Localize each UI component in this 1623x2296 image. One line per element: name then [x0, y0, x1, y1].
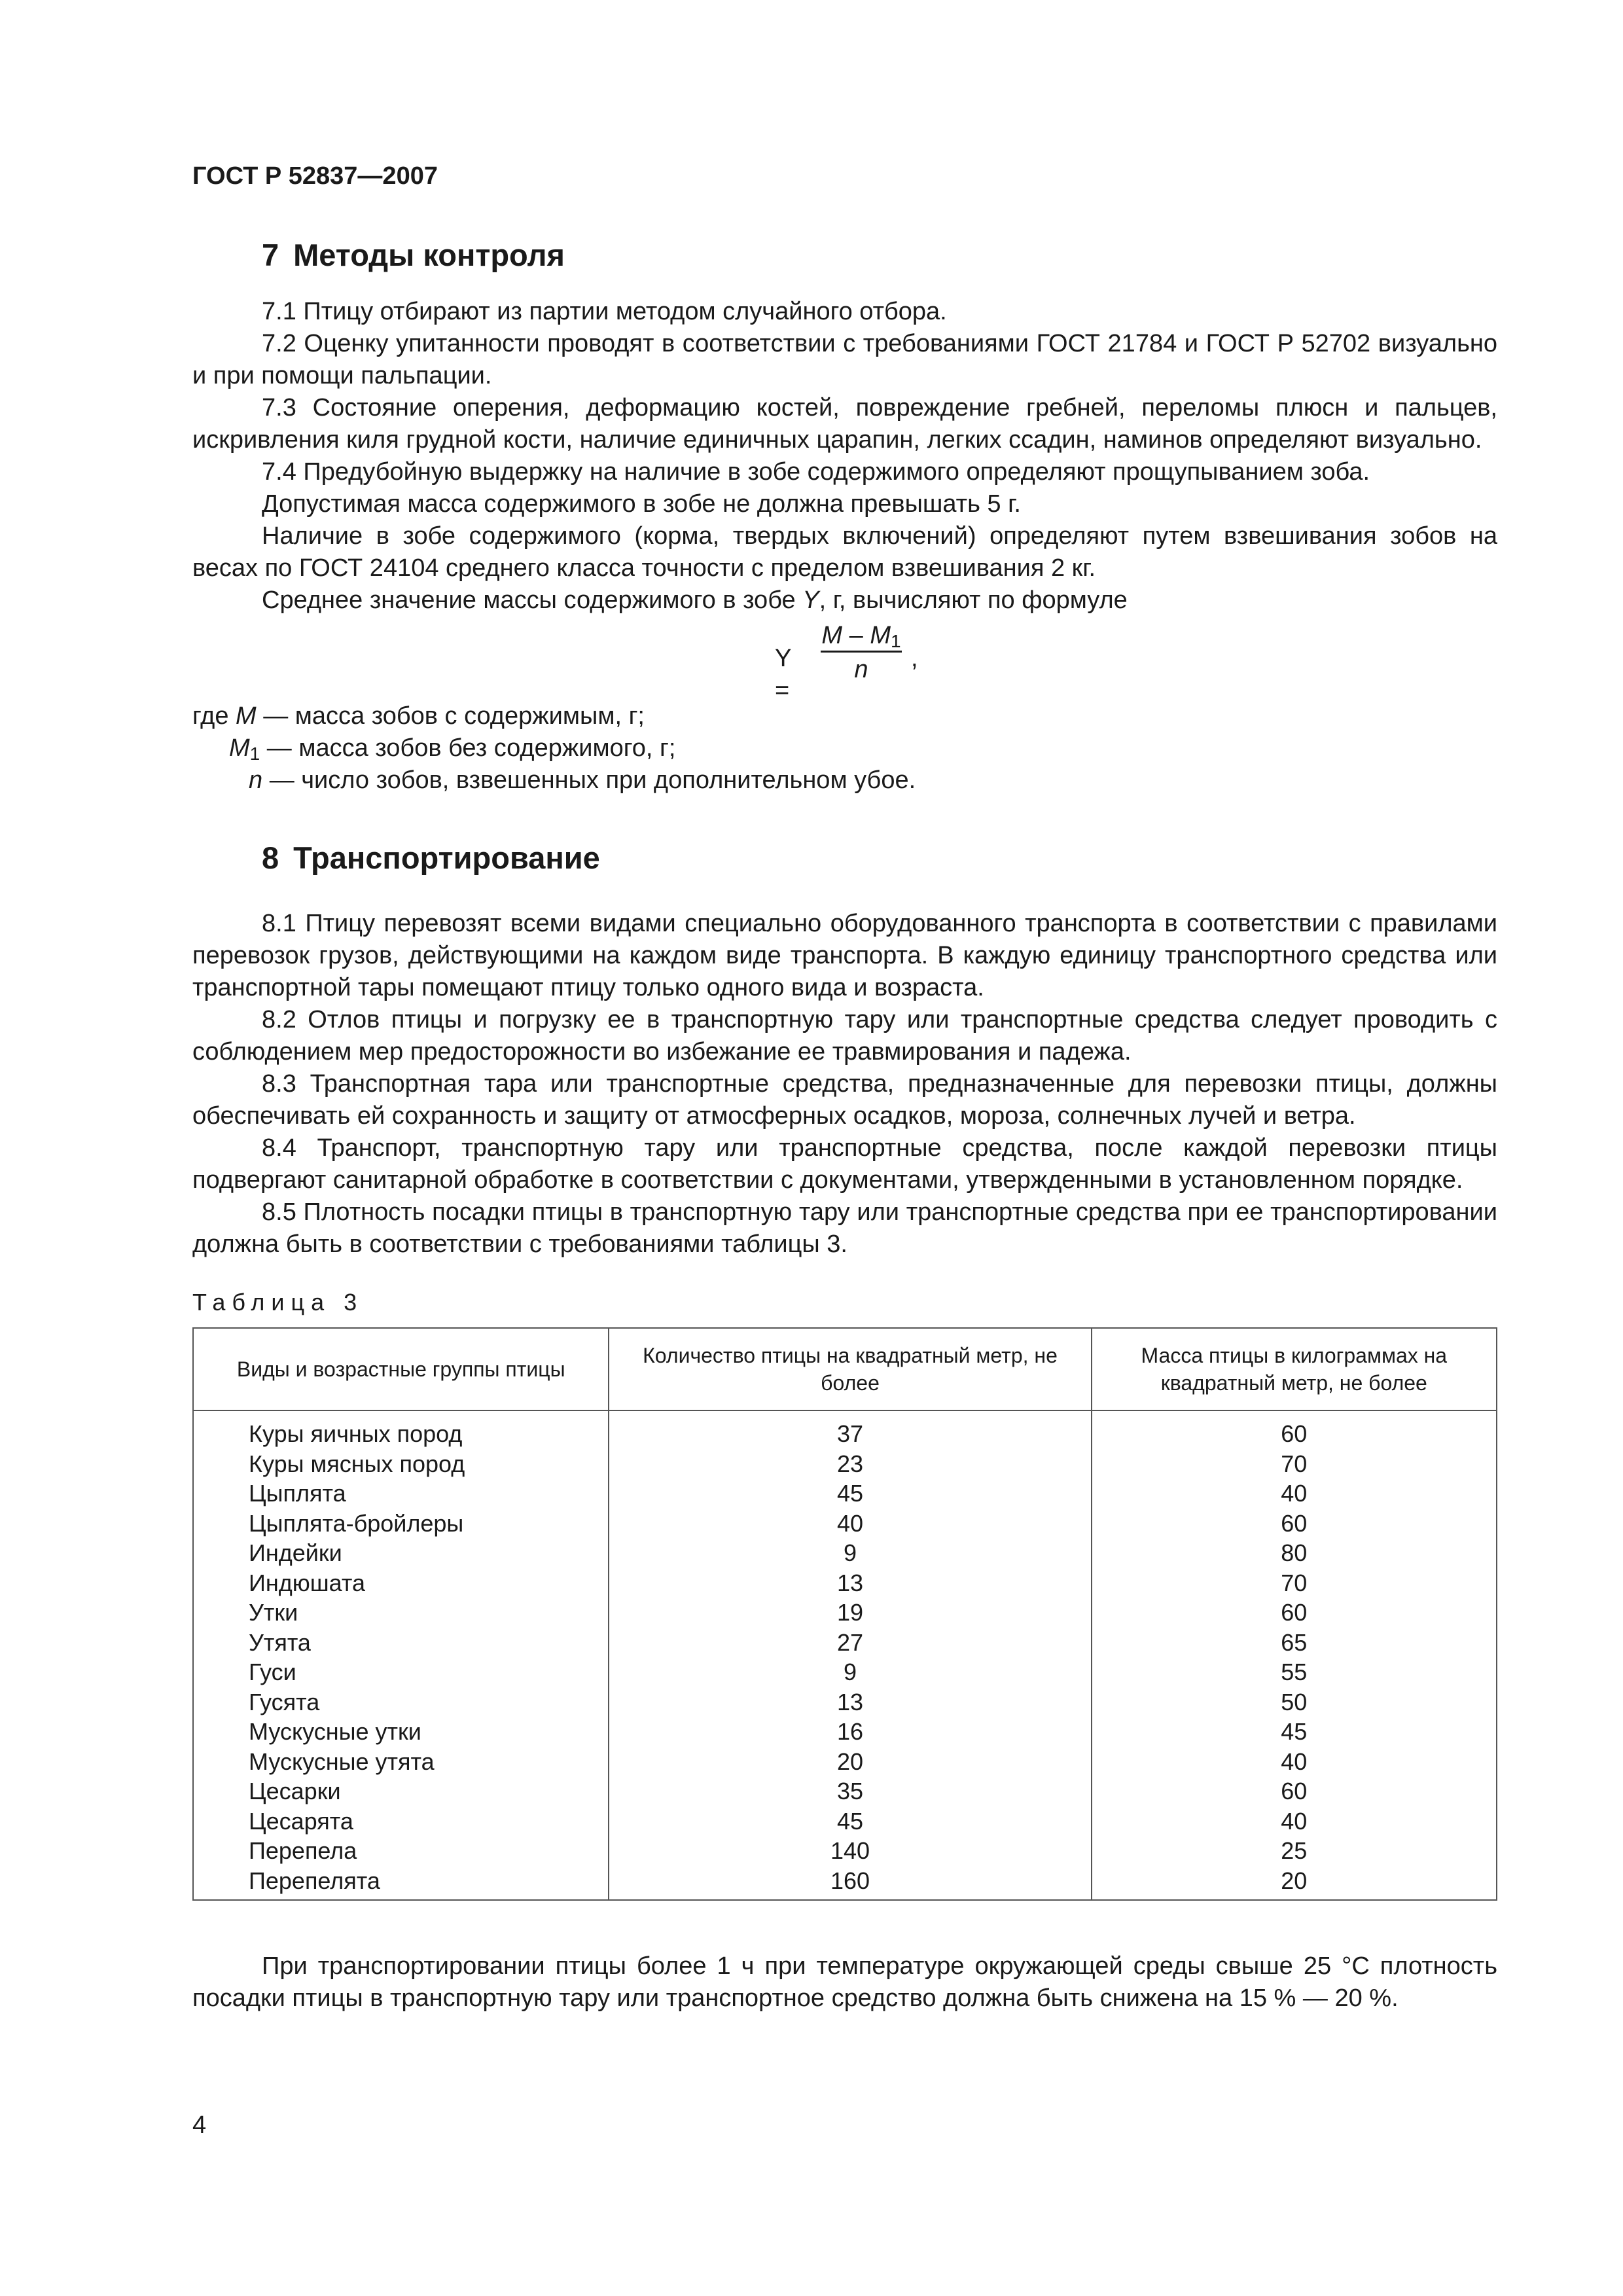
table-cell-species: Перепела: [193, 1836, 609, 1866]
where-line-m1: $M_1$ — масса зобов без содержимого, г;: [229, 734, 676, 764]
paragraph-7-3: 7.3 Состояние оперения, деформацию костей, повреждение гребней, переломы плюсн и пальцев, искривления киля грудной кости, наличие единичных царапин, легких ссадин, наминов определяют визуально.: [192, 394, 1497, 454]
formula-numerator: M – $M_1$: [821, 622, 901, 651]
table-cell-species: Утки: [193, 1598, 609, 1628]
table-cell-species: Мускусные утки: [193, 1717, 609, 1747]
table-cell-mass: 50: [1092, 1687, 1497, 1717]
table-cell-species: Цесарята: [193, 1806, 609, 1837]
paragraph-7-1: 7.1 Птицу отбирают из партии методом случайного отбора.: [262, 298, 947, 325]
table-row: [193, 1776, 1497, 1806]
table-cell-count: 45: [609, 1806, 1091, 1837]
table-row: [193, 1717, 1497, 1747]
table-cell-species: Индейки: [193, 1538, 609, 1568]
table-cell-count: 19: [609, 1598, 1091, 1628]
table-header-count: Количество птицы на квадратный метр, не более: [609, 1328, 1091, 1410]
table-cell-mass: 70: [1092, 1568, 1497, 1598]
table-row: [193, 1509, 1497, 1539]
table-cell-species: Гусята: [193, 1687, 609, 1717]
after-table-note: При транспортировании птицы более 1 ч при температуре окружающей среды свыше 25 °С плотность посадки птицы в транспортную тару или транспортное средство должна быть снижена на 15 % — 20 %.: [192, 1952, 1497, 2012]
table-cell-count: 13: [609, 1568, 1091, 1598]
table-cell-species: Индюшата: [193, 1568, 609, 1598]
table-cell-count: 9: [609, 1538, 1091, 1568]
table-cell-count: 35: [609, 1776, 1091, 1806]
table-cell-mass: 40: [1092, 1806, 1497, 1837]
table-row: [193, 1747, 1497, 1777]
table-cell-species: Перепелята: [193, 1866, 609, 1901]
table-cell-mass: 25: [1092, 1836, 1497, 1866]
table-cell-count: 140: [609, 1836, 1091, 1866]
table-3: [192, 1327, 1497, 1901]
table-row: [193, 1866, 1497, 1901]
table-row: [193, 1836, 1497, 1866]
formula-intro-before: Среднее значение массы содержимого в зобе: [262, 586, 803, 614]
table-cell-count: 23: [609, 1449, 1091, 1479]
table-cell-mass: 55: [1092, 1657, 1497, 1687]
table-cell-species: Куры яичных пород: [193, 1410, 609, 1449]
table-row: [193, 1449, 1497, 1479]
formula-denominator: n: [854, 656, 868, 683]
formula-fraction: [821, 620, 902, 687]
table-cell-species: Цыплята-бройлеры: [193, 1509, 609, 1539]
table-cell-count: 27: [609, 1628, 1091, 1658]
table-row: [193, 1538, 1497, 1568]
formula-block: [192, 617, 1497, 704]
table-cell-mass: 20: [1092, 1866, 1497, 1901]
table-cell-species: Цыплята: [193, 1479, 609, 1509]
paragraph-7-2: 7.2 Оценку упитанности проводят в соответствии с требованиями ГОСТ 21784 и ГОСТ Р 52702 визуально и при помощи пальпации.: [192, 330, 1497, 389]
table-row: [193, 1657, 1497, 1687]
paragraph-8-3: 8.3 Транспортная тара или транспортные средства, предназначенные для перевозки птицы, должны обеспечивать ей сохранность и защиту от атмосферных осадков, мороза, солнечных лучей и ветра.: [192, 1070, 1497, 1130]
paragraph-7-4-limit: Допустимая масса содержимого в зобе не должна превышать 5 г.: [262, 490, 1021, 518]
table-header-row: [193, 1328, 1497, 1410]
section-7-title: Методы контроля: [293, 238, 565, 272]
table-cell-mass: 60: [1092, 1598, 1497, 1628]
table-cell-mass: 60: [1092, 1410, 1497, 1449]
page-number: 4: [192, 2111, 207, 2139]
table-row: [193, 1628, 1497, 1658]
table-header-species: Виды и возрастные группы птицы: [193, 1328, 609, 1410]
table-cell-count: 13: [609, 1687, 1091, 1717]
table-cell-mass: 60: [1092, 1509, 1497, 1539]
table-caption: Таблица 3: [192, 1289, 364, 1316]
table-cell-mass: 40: [1092, 1747, 1497, 1777]
table-cell-mass: 70: [1092, 1449, 1497, 1479]
paragraph-8-2: 8.2 Отлов птицы и погрузку ее в транспортную тару или транспортные средства следует проводить с соблюдением мер предосторожности во избежание ее травмирования и падежа.: [192, 1006, 1497, 1066]
table-cell-mass: 60: [1092, 1776, 1497, 1806]
section-8-title: Транспортирование: [293, 840, 600, 875]
table-cell-species: Цесарки: [193, 1776, 609, 1806]
table-row: [193, 1410, 1497, 1449]
table-header-mass: Масса птицы в килограммах на квадратный метр, не более: [1092, 1328, 1497, 1410]
paragraph-7-4-method: Наличие в зобе содержимого (корма, твердых включений) определяют путем взвешивания зобов на весах по ГОСТ 24104 среднего класса точности с пределом взвешивания 2 кг.: [192, 522, 1497, 582]
section-8-number: 8: [262, 840, 279, 875]
formula-comma: ,: [911, 645, 918, 672]
paragraph-8-4: 8.4 Транспорт, транспортную тару или транспортные средства, после каждой перевозки птицы подвергают санитарной обработке в соответствии с документами, утвержденными в установленном порядке.: [192, 1134, 1497, 1194]
table-cell-mass: 40: [1092, 1479, 1497, 1509]
table-cell-species: Гуси: [193, 1657, 609, 1687]
page-content: [192, 216, 1497, 2015]
table-cell-species: Утята: [193, 1628, 609, 1658]
table-cell-mass: 45: [1092, 1717, 1497, 1747]
table-cell-mass: 65: [1092, 1628, 1497, 1658]
table-cell-count: 45: [609, 1479, 1091, 1509]
table-cell-count: 20: [609, 1747, 1091, 1777]
table-cell-species: Куры мясных пород: [193, 1449, 609, 1479]
formula-lhs: Y =: [775, 645, 791, 704]
table-cell-species: Мускусные утята: [193, 1747, 609, 1777]
section-7-heading: [192, 236, 1497, 275]
table-cell-mass: 80: [1092, 1538, 1497, 1568]
table-cell-count: 40: [609, 1509, 1091, 1539]
table-cell-count: 160: [609, 1866, 1091, 1901]
table-cell-count: 16: [609, 1717, 1091, 1747]
paragraph-8-1: 8.1 Птицу перевозят всеми видами специально оборудованного транспорта в соответствии с правилами перевозок грузов, действующими на каждом виде транспорта. В каждую единицу транспортного средства или транспортной тары помещают птицу только одного вида и возраста.: [192, 910, 1497, 1001]
section-8-heading: [192, 838, 1497, 878]
formula-intro-after: , г, вычисляют по формуле: [819, 586, 1128, 614]
table-row: [193, 1806, 1497, 1837]
table-cell-count: 9: [609, 1657, 1091, 1687]
where-line-n: n — число зобов, взвешенных при дополнительном убое.: [249, 766, 916, 794]
table-row: [193, 1479, 1497, 1509]
table-row: [193, 1598, 1497, 1628]
formula-intro: [192, 584, 1497, 617]
section-7-number: 7: [262, 238, 279, 272]
table-row: [193, 1568, 1497, 1598]
table-row: [193, 1687, 1497, 1717]
table-cell-count: 37: [609, 1410, 1091, 1449]
where-line-m: где M — масса зобов с содержимым, г;: [192, 702, 645, 730]
document-header: ГОСТ Р 52837—2007: [192, 162, 438, 190]
paragraph-7-4: 7.4 Предубойную выдержку на наличие в зобе содержимого определяют прощупыванием зоба.: [262, 458, 1370, 486]
paragraph-8-5: 8.5 Плотность посадки птицы в транспортную тару или транспортные средства при ее транспортировании должна быть в соответствии с требованиями таблицы 3.: [192, 1198, 1497, 1258]
formula-intro-var: Y: [802, 586, 819, 614]
